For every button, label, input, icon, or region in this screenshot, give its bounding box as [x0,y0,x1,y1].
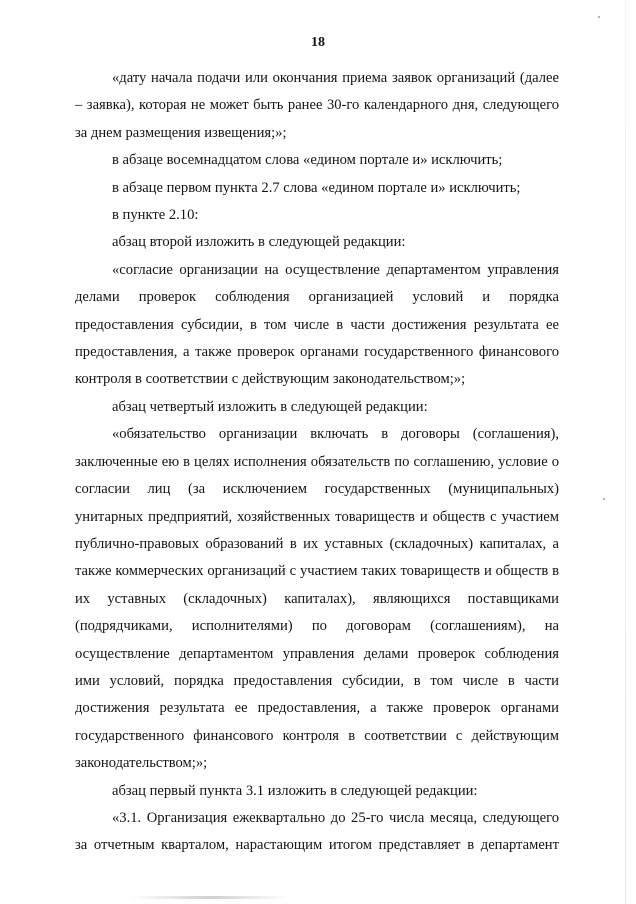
scan-speck [603,498,605,500]
paragraph-second-clause-heading: абзац второй изложить в следующей редакции: [112,234,406,251]
paragraph-eighteenth-clause: в абзаце восемнадцатом слова «едином портале и» исключить; [112,152,503,169]
scan-edge-line [625,0,626,904]
paragraph-start-date: «дату начала подачи или окончания приема заявок организаций (далее – заявка), которая не может быть ранее 30-го календарного дня, следующего за днем размещения извещения;»; [75,70,559,141]
paragraph-consent: «согласие организации на осуществление департаментом управления делами проверок соблюдения организацией условий и порядка предоставления субсидии, в том числе в части достижения результата ее предоставления, а также проверок органами государственного финансового контроля в соответствии с действующим законодательством;»; [75,261,559,388]
paragraph-fourth-clause-heading: абзац четвертый изложить в следующей редакции: [112,398,428,415]
paragraph-point-2-7: в абзаце первом пункта 2.7 слова «едином портале и» исключить; [112,179,521,196]
paragraph-obligation: «обязательство организации включать в договоры (соглашения), заключенные ею в целях исполнения обязательств по соглашению, условие о согласии лиц (за исключением государственных (муниципальных) унитарных предприятий, хозяйственных товариществ и обществ с участием публично-правовых образований в их уставных (складочных) капиталах, а также коммерческих организаций с участием таких товариществ и обществ в их уставных (складочных) капиталах), являющихся поставщиками (подрядчиками, исполнителями) по договорам (соглашениям), на осуществление департаментом управления делами проверок соблюдения ими условий, порядка предоставления субсидии, в том числе в части достижения результата ее предоставления, а также проверок органами государственного финансового контроля в соответствии с действующим законодательством;»; [75,426,559,772]
paragraph-point-3-1: «3.1. Организация ежеквартально до 25-го числа месяца, следующего за отчетным кварталом, нарастающим итогом представляет в департамент [75,809,559,854]
scan-speck [598,16,600,18]
paragraph-point-2-10: в пункте 2.10: [112,207,199,224]
paragraph-point-3-1-heading: абзац первый пункта 3.1 изложить в следующей редакции: [112,782,478,799]
page-number: 18 [311,35,325,50]
scan-smudge [130,896,290,899]
body-text [75,65,559,860]
